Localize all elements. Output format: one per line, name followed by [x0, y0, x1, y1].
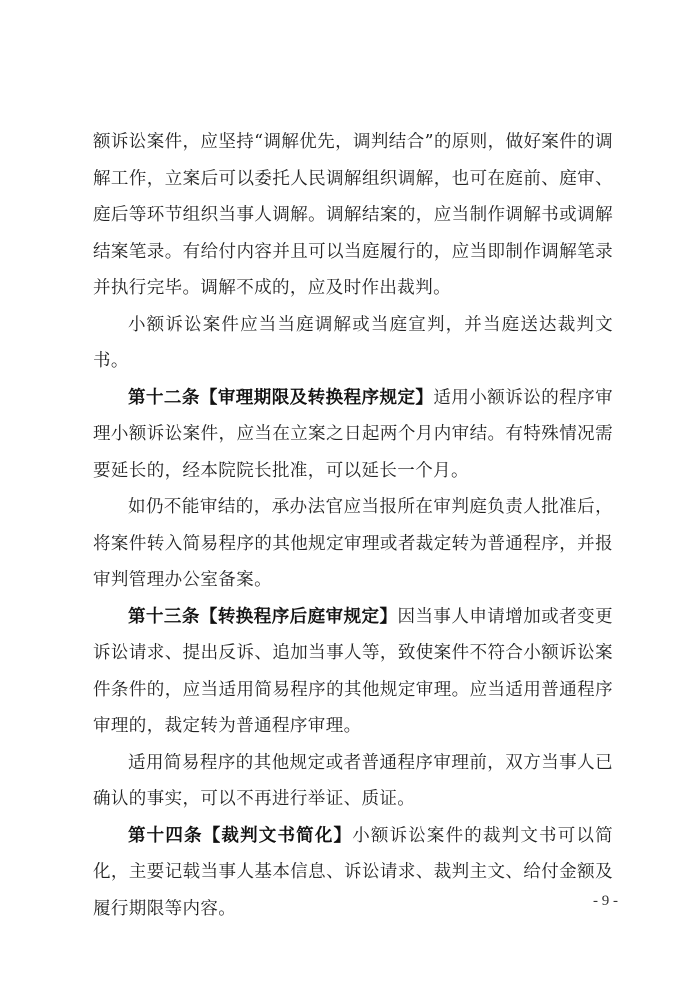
paragraph-text: 额诉讼案件，应坚持“调解优先，调判结合”的原则，做好案件的调解工作，立案后可以委托人民调解组织调解，也可在庭前、庭审、庭后等环节组织当事人调解。调解结案的，应当制作调解书或调解结案笔录。有给付内容并且可以当庭履行的，应当即制作调解笔录并执行完毕。调解不成的，应及时作出裁判。: [93, 132, 613, 298]
paragraph: [93, 124, 613, 307]
paragraph-text: 小额诉讼案件应当当庭调解或当庭宣判，并当庭送达裁判文书。: [93, 314, 613, 371]
document-body: [93, 124, 613, 927]
paragraph-text: 因当事人申请增加或者变更诉讼请求、提出反诉、追加当事人等，致使案件不符合小额诉讼案件条件的，应当适用简易程序的其他规定审理。应当适用普通程序审理的，裁定转为普通程序审理。: [93, 606, 613, 736]
paragraph: [93, 745, 613, 818]
paragraph-text: 如仍不能审结的，承办法官应当报所在审判庭负责人批准后，将案件转入简易程序的其他规定审理或者裁定转为普通程序，并报审判管理办公室备案。: [93, 497, 613, 590]
article-heading: 第十二条【审理期限及转换程序规定】: [128, 387, 434, 408]
article-12: [93, 380, 613, 490]
paragraph-text: 适用小额诉讼的程序审理小额诉讼案件，应当在立案之日起两个月内审结。有特殊情况需要延长的，经本院院长批准，可以延长一个月。: [93, 387, 613, 481]
article-13: [93, 599, 613, 745]
page-number: - 9 -: [593, 893, 618, 909]
paragraph: [93, 307, 613, 380]
paragraph-text: 小额诉讼案件的裁判文书可以简化，主要记载当事人基本信息、诉讼请求、裁判主文、给付金额及履行期限等内容。: [93, 825, 613, 919]
paragraph-text: 适用简易程序的其他规定或者普通程序审理前，双方当事人已确认的事实，可以不再进行举证、质证。: [93, 752, 613, 809]
article-heading: 第十三条【转换程序后庭审规定】: [128, 606, 398, 627]
article-heading: 第十四条【裁判文书简化】: [128, 825, 353, 846]
article-14: [93, 818, 613, 928]
paragraph: [93, 489, 613, 599]
